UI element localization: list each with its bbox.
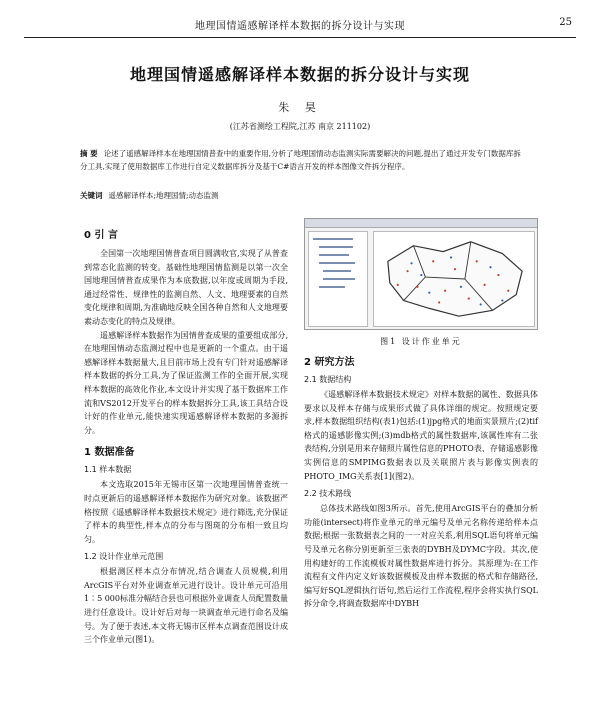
figure-layer-tree xyxy=(308,231,368,327)
intro-paragraph-2: 遥感解译样本数据作为国情普查成果的重要组成部分,在地理国情动态监测过程中也是更新的一个重点。由于遥感解译样本数据量大,且目前市场上没有专门针对遥感解译样本数据的拆分工具,为了保证监测工作的全面开展,实现样本数据的高效化作业,本文设计并实现了基于数据库工作流和VS2012开发平台的样本数据拆分工具,该工具结合设计好的作业单元,能快速实现遥感解译样本数据的多源拆分。 xyxy=(84,330,288,435)
running-title: 地理国情遥感解译样本数据的拆分设计与实现 xyxy=(195,21,405,32)
section-heading-methods: 2 研究方法 xyxy=(304,357,355,368)
section-heading-data-prep: 1 数据准备 xyxy=(84,447,135,459)
technical-route-paragraph: 总体技术路线如图3所示。首先,使用ArcGIS平台的叠加分析功能(intersect)将作业单元的单元编号及单元名称传递给样本点数据;根据一张数据表之间的一一对应关系,利用SQL语句将单元编号及单元名称分别更新至三张表的DYBH及DYMC字段。其次,使用构建好的工作流模板对属性数据库进行拆分。其原理为:在工作流程有文件内定义好该数据模板及由样本数据的格式和存储路径,编写好SQL逻辑执行语句,然后运行工作流程,程序会将实执行SQL拆分命令,将调查数据库中DYBH xyxy=(304,504,538,609)
author: 朱 昊 xyxy=(278,101,322,114)
affiliation: (江苏省测绘工程院,江苏 南京 211102) xyxy=(229,122,371,131)
subsection-heading-sample-data: 1.1 样本数据 xyxy=(84,465,132,475)
paper-title: 地理国情遥感解译样本数据的拆分设计与实现 xyxy=(129,65,470,84)
section-heading-introduction: 0 引 言 xyxy=(84,230,118,241)
figure-1-caption: 图1 设计作业单元 xyxy=(380,337,462,346)
right-column xyxy=(304,218,538,611)
figure-map-view xyxy=(373,231,535,327)
abstract xyxy=(80,148,526,173)
data-structure-paragraph: 《遥感解译样本数据技术规定》对样本数据的属性、数据具体要求以及样本存储与成果形式做了具体详细的规定。按照规定要求,样本数据组织结构(表1)包括:(1)jpg格式的地面实景照片;(2)tif格式的遥感影像实例;(3)mdb格式的属性数据库,该属性库有二张表结构,分别是用来存储照片属性信息的PHOTO表、存储遥感影像实例信息的SMPIMG数据表以及关联照片表与影像实例表的PHOTO_IMG关系表[1](图2)。 xyxy=(304,390,538,481)
intro-paragraph-1: 全国第一次地理国情普查项目圆满收官,实现了从普查到常态化监测的转变。基础性地理国情监测是以第一次全国地理国情普查成果作为本底数据,以年度或周期为手段,通过经常性、规律性的监测自然、人文、地理要素的自然变化规律和周期,为准确地反映全国各种自然和人文地理要素动态变化的特点及规律。 xyxy=(84,249,288,326)
sample-data-paragraph: 本文选取2015年无锡市区第一次地理国情普查统一时点更新后的遥感解译样本数据作为研究对象。该数据严格按照《遥感解译样本数据技术规定》进行筛选,充分保证了样本的典型性,样本点的分布与图斑的分布相一致且均匀。 xyxy=(84,480,288,544)
figure-toolbar xyxy=(305,219,537,228)
subsection-heading-technical-route: 2.2 技术路线 xyxy=(304,489,352,499)
keywords-text: 遥感解译样本;地理国情;动态监测 xyxy=(108,191,219,200)
subsection-heading-data-structure: 2.1 数据结构 xyxy=(304,375,352,384)
abstract-text: 论述了遥感解译样本在地理国情普查中的重要作用,分析了地理国情动态监测实际需要解决的问题,提出了通过开发专门数据库拆分工具,实现了使用数据库工作进行自定义数据库拆分及基于C#语言开发的样本图像文件拆分程序。 xyxy=(80,149,521,171)
abstract-label: 摘 要 xyxy=(80,149,98,158)
running-head xyxy=(24,14,576,38)
work-unit-paragraph: 根据测区样本点分布情况,结合调查人员规模,利用ArcGIS平台对外业调查单元进行设计。设计单元可沿用1∶5 000标准分幅结合县也可根据外业调查人员配置数量进行任意设计。设计好后对每一块调查单元进行命名及编号。为了便于表述,本文将无锡市区样本点调查范围设计成三个作业单元(图1)。 xyxy=(84,567,288,645)
figure-1-screenshot xyxy=(304,218,538,330)
keywords xyxy=(80,190,526,201)
left-column xyxy=(84,218,288,647)
keywords-label: 关键词 xyxy=(80,191,103,200)
page-number: 25 xyxy=(559,17,572,28)
subsection-heading-work-unit: 1.2 设计作业单元范围 xyxy=(84,552,164,562)
